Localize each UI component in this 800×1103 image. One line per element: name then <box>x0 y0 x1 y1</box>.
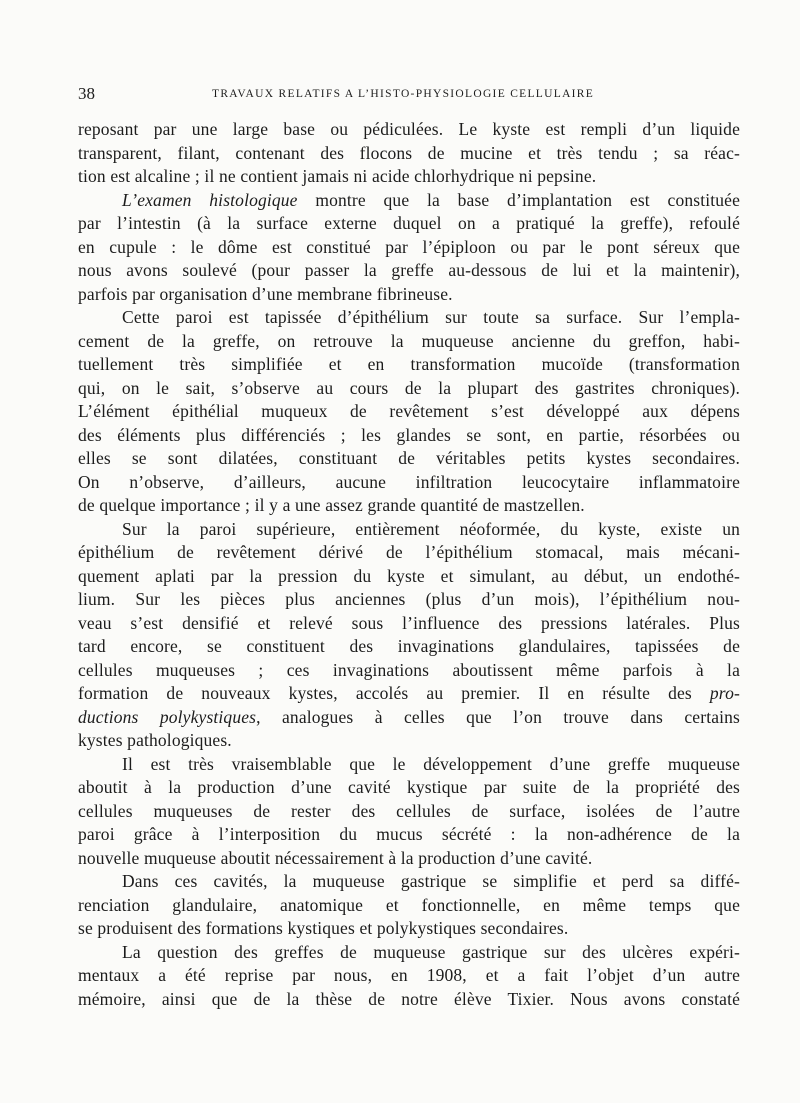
text-line: kystes pathologiques. <box>78 730 232 750</box>
text-line: nouvelle muqueuse aboutit nécessairement à la production d’une cavité. <box>78 847 593 868</box>
text-line: lium. Sur les pièces plus anciennes (plus d’un mois), l’épithélium nou- <box>78 589 740 609</box>
text-line: aboutit à la production d’une cavité kystique par suite de la propriété des <box>78 777 740 797</box>
italic-term: ductions polykystiques <box>78 706 257 727</box>
text-line: cement de la greffe, on retrouve la muqueuse ancienne du greffon, habi- <box>78 330 740 351</box>
text-line: veau s’est densifié et relevé sous l’influence des pressions latérales. Plus <box>78 612 740 633</box>
text-line: tuellement très simplifiée et en transformation mucoïde (transformation <box>78 354 740 374</box>
body-text <box>78 118 740 1011</box>
paragraph-3 <box>78 306 740 518</box>
text-line: nous avons soulevé (pour passer la greffe au-dessous de lui et la maintenir), <box>78 260 740 280</box>
text-line: cellules muqueuses ; ces invaginations aboutissent même parfois à la <box>78 659 740 680</box>
text-line: se produisent des formations kystiques et polykystiques secondaires. <box>78 918 569 938</box>
text-line: épithélium de revêtement dérivé de l’épithélium stomacal, mais mécani- <box>78 542 740 562</box>
text-run: montre que la base d’implantation est constituée <box>297 189 740 210</box>
text-line: elles se sont dilatées, constituant de véritables petits kystes secondaires. <box>78 448 740 468</box>
page-number: 38 <box>78 84 95 103</box>
text-line: parfois par organisation d’une membrane fibrineuse. <box>78 283 453 304</box>
text-line: transparent, filant, contenant des flocons de mucine et très tendu ; sa réac- <box>78 142 740 163</box>
italic-term: L’examen histologique <box>122 189 298 210</box>
text-line: cellules muqueuses de rester des cellules de surface, isolées de l’autre <box>78 800 740 821</box>
text-line: On n’observe, d’ailleurs, aucune infiltration leucocytaire inflammatoire <box>78 471 740 492</box>
paragraph-1 <box>78 118 740 189</box>
paragraph-5 <box>78 753 740 871</box>
text-line: renciation glandulaire, anatomique et fonctionnelle, en même temps que <box>78 894 740 915</box>
text-line <box>78 189 740 213</box>
text-run: formation de nouveaux kystes, accolés au premier. Il en résulte des <box>78 683 692 703</box>
text-line: paroi grâce à l’interposition du mucus sécrété : la non-adhérence de la <box>78 824 740 844</box>
text-line: Sur la paroi supérieure, entièrement néoformée, du kyste, existe un <box>122 518 740 539</box>
text-line: de quelque importance ; il y a une assez grande quantité de mastzellen. <box>78 495 585 515</box>
text-line <box>78 706 740 730</box>
text-line: reposant par une large base ou pédiculées. Le kyste est rempli d’un liquide <box>78 119 740 139</box>
text-line: mémoire, ainsi que de la thèse de notre élève Tixier. Nous avons constaté <box>78 988 740 1009</box>
italic-term: pro- <box>709 683 740 703</box>
text-line: par l’intestin (à la surface externe duquel on a pratiqué la greffe), refoulé <box>78 213 740 233</box>
paragraph-4 <box>78 518 740 753</box>
text-line: quement aplati par la pression du kyste et simulant, au début, un endothé- <box>78 565 740 586</box>
text-line: L’élément épithélial muqueux de revêtement s’est développé aux dépens <box>78 401 740 421</box>
text-run: , analogues à celles que l’on trouve dans certains <box>256 706 740 727</box>
paragraph-2 <box>78 189 740 307</box>
text-line: qui, on le sait, s’observe au cours de la plupart des gastrites chroniques). <box>78 377 740 398</box>
text-line: tard encore, se constituent des invaginations glandulaires, tapissées de <box>78 636 740 656</box>
paragraph-6 <box>78 870 740 941</box>
text-line: Il est très vraisemblable que le développement d’une greffe muqueuse <box>122 753 740 774</box>
text-line: tion est alcaline ; il ne contient jamais ni acide chlorhydrique ni pepsine. <box>78 166 597 186</box>
text-line: Dans ces cavités, la muqueuse gastrique se simplifie et perd sa diffé- <box>122 871 740 891</box>
text-line: mentaux a été reprise par nous, en 1908, et a fait l’objet d’un autre <box>78 965 740 985</box>
paragraph-7 <box>78 941 740 1012</box>
text-line <box>78 682 740 706</box>
text-line: des éléments plus différenciés ; les glandes se sont, en partie, résorbées ou <box>78 424 740 445</box>
text-line: La question des greffes de muqueuse gastrique sur des ulcères expéri- <box>122 941 740 962</box>
running-head: TRAVAUX RELATIFS A L’HISTO-PHYSIOLOGIE CELLULAIRE <box>212 88 595 100</box>
text-line: Cette paroi est tapissée d’épithélium sur toute sa surface. Sur l’empla- <box>122 307 740 327</box>
text-line: en cupule : le dôme est constitué par l’épiploon ou par le pont séreux que <box>78 236 740 257</box>
